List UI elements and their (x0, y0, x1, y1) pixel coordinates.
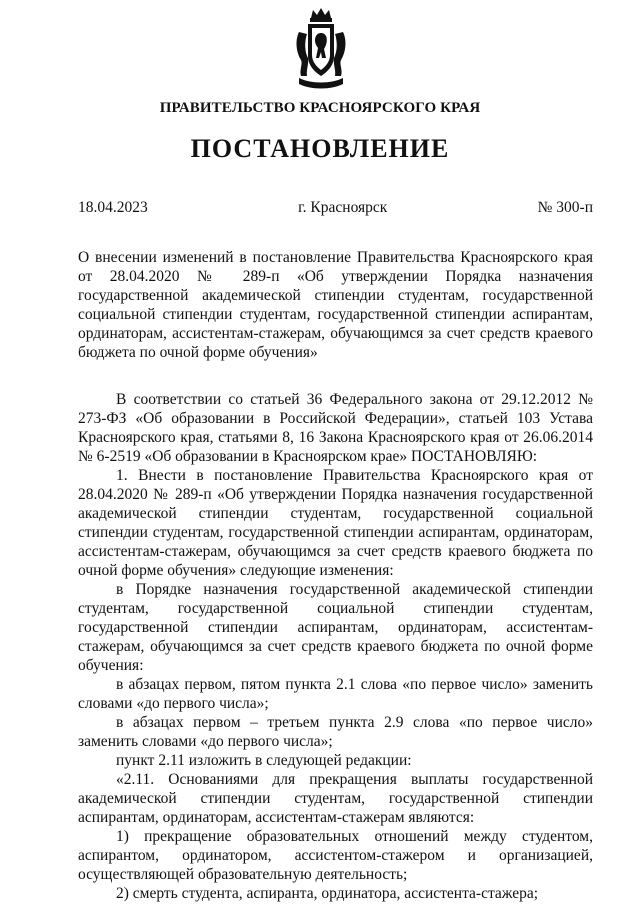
body-paragraph-clause-2-1: в абзацах первом, пятом пункта 2.1 слова «по первое число» заменить словами «до первого числа»; (78, 676, 593, 712)
body-paragraph-clause-2-11-intro: пункт 2.11 изложить в следующей редакции: (116, 752, 412, 769)
krasnoyarsk-coat-of-arms-icon (293, 6, 349, 90)
document-city: г. Красноярск (298, 199, 388, 216)
document-type: ПОСТАНОВЛЕНИЕ (190, 134, 450, 163)
document-subject: О внесении изменений в постановление Правительства Красноярского края от 28.04.2020 № 289-п «Об утверждении Порядка назначения государственной академической стипендии студентам, государственной социальной стипендии студентам, государственной стипендии аспирантам, ординаторам, ассистентам-стажерам, обучающимся за счет средств краевого бюджета по очной форме обучения» (78, 249, 593, 361)
body-paragraph-ground-2: 2) смерть студента, аспиранта, ординатора, ассистента-стажера; (116, 885, 539, 902)
document-body (78, 390, 593, 903)
body-paragraph-clause-2-11: «2.11. Основаниями для прекращения выплаты государственной академической стипендии студентам, государственной стипендии аспирантам, ординаторам, ассистентам-стажерам являются: (78, 771, 593, 826)
body-paragraph-procedure: в Порядке назначения государственной академической стипендии студентам, государственной социальной стипендии студентам, государственной стипендии аспирантам, ординаторам, ассистентам-стажерам, обучающимся за счет средств краевого бюджета по очной форме обучения: (78, 581, 593, 674)
document-date: 18.04.2023 (78, 199, 148, 216)
body-paragraph-ground-1: 1) прекращение образовательных отношений между студентом, аспирантом, ординатором, ассистентом-стажером и организацией, осуществляющей образовательную деятельность; (78, 828, 593, 883)
document-number: № 300-п (537, 199, 593, 216)
body-paragraph-clause-2-9: в абзацах первом – третьем пункта 2.9 слова «по первое число» заменить словами «до первого числа»; (78, 714, 593, 750)
document-meta-row (78, 199, 593, 217)
body-paragraph-item-1: 1. Внести в постановление Правительства Красноярского края от 28.04.2020 № 289-п «Об утверждении Порядка назначения государственной академической стипендии студентам, государственной социальной стипендии студентам, государственной стипендии аспирантам, ординаторам, ассистентам-стажерам, обучающимся за счет средств краевого бюджета по очной форме обучения» следующие изменения: (78, 467, 593, 579)
body-paragraph-preamble: В соответствии со статьей 36 Федерального закона от 29.12.2012 № 273-ФЗ «Об образовании в Российской Федерации», статьей 103 Устава Красноярского края, статьями 8, 16 Закона Красноярского края от 26.06.2014 № 6-2519 «Об образовании в Красноярском крае» ПОСТАНОВЛЯЮ: (78, 391, 593, 465)
government-title: ПРАВИТЕЛЬСТВО КРАСНОЯРСКОГО КРАЯ (159, 100, 481, 116)
